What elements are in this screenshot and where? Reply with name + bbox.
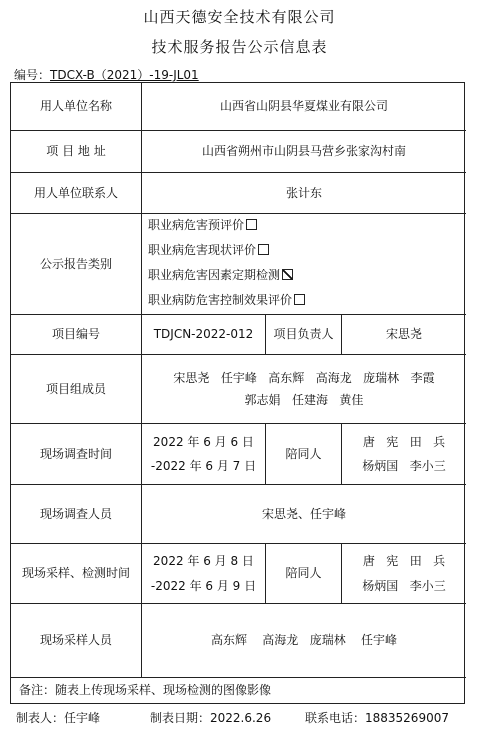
survey-time-label: 现场调查时间	[39, 446, 112, 461]
contact-value: 张计东	[285, 185, 322, 200]
survey-staff-label: 现场调查人员	[39, 506, 112, 521]
employer-value: 山西省山阴县华夏煤业有限公司	[219, 99, 388, 114]
remarks: 备注：随表上传现场采样、现场检测的图像影像	[19, 683, 272, 697]
project-leader-value: 宋思尧	[385, 327, 422, 342]
info-table	[10, 82, 465, 704]
category-item: 职业病危害因素定期检测	[148, 263, 305, 288]
project-number-label: 项目编号	[51, 327, 100, 342]
sampling-staff-label: 现场采样人员	[39, 633, 112, 648]
survey-escort-value: 唐 宪 田 兵 杨炳国 李小三	[362, 434, 446, 473]
category-item: 职业病危害预评价	[148, 213, 305, 238]
document-number	[14, 66, 199, 83]
document-number-label: 编号：	[14, 68, 51, 82]
members-label: 项目组成员	[45, 381, 106, 396]
employer-label: 用人单位名称	[39, 99, 112, 114]
address-label: 项 目 地 址	[46, 144, 106, 159]
category-item: 职业病危害现状评价	[148, 238, 305, 263]
contact-phone: 联系电话：18835269007	[305, 711, 449, 725]
checkbox-icon	[258, 244, 269, 255]
members-value: 宋思尧 任宇峰 高东辉 高海龙 庞瑞林 李霞 郭志娟 任建海 黄佳	[173, 370, 435, 407]
company-name: 山西天德安全技术有限公司	[143, 8, 336, 26]
contact-label: 用人单位联系人	[33, 185, 118, 200]
sampling-time-label: 现场采样、检测时间	[21, 566, 130, 581]
address-value: 山西省朔州市山阴县马营乡张家沟村南	[201, 144, 406, 159]
form-title: 技术服务报告公示信息表	[151, 38, 328, 56]
project-leader-label: 项目负责人	[273, 327, 334, 342]
category-item: 职业病防危害控制效果评价	[148, 288, 305, 313]
project-number-value: TDJCN-2022-012	[153, 327, 254, 342]
checkbox-icon	[246, 219, 257, 230]
survey-staff-value: 宋思尧、任宇峰	[261, 506, 346, 521]
category-label: 公示报告类别	[39, 256, 112, 271]
sampling-staff-value: 高东辉 高海龙 庞瑞林 任宇峰	[211, 633, 397, 648]
survey-escort-label: 陪同人	[285, 446, 322, 461]
checkbox-icon	[294, 294, 305, 305]
sampling-escort-label: 陪同人	[285, 566, 322, 581]
category-list	[148, 213, 305, 313]
survey-time-value: 2022 年 6 月 6 日 -2022 年 6 月 7 日	[150, 434, 257, 473]
author: 制表人：任宇峰	[16, 711, 101, 725]
sampling-time-value: 2022 年 6 月 8 日 -2022 年 6 月 9 日	[150, 554, 257, 593]
sampling-escort-value: 唐 宪 田 兵 杨炳国 李小三	[362, 554, 446, 593]
document-number-value: TDCX-B（2021）-19-JL01	[50, 68, 199, 82]
prepared-date: 制表日期：2022.6.26	[150, 711, 272, 725]
checked-checkbox-icon	[282, 269, 293, 280]
